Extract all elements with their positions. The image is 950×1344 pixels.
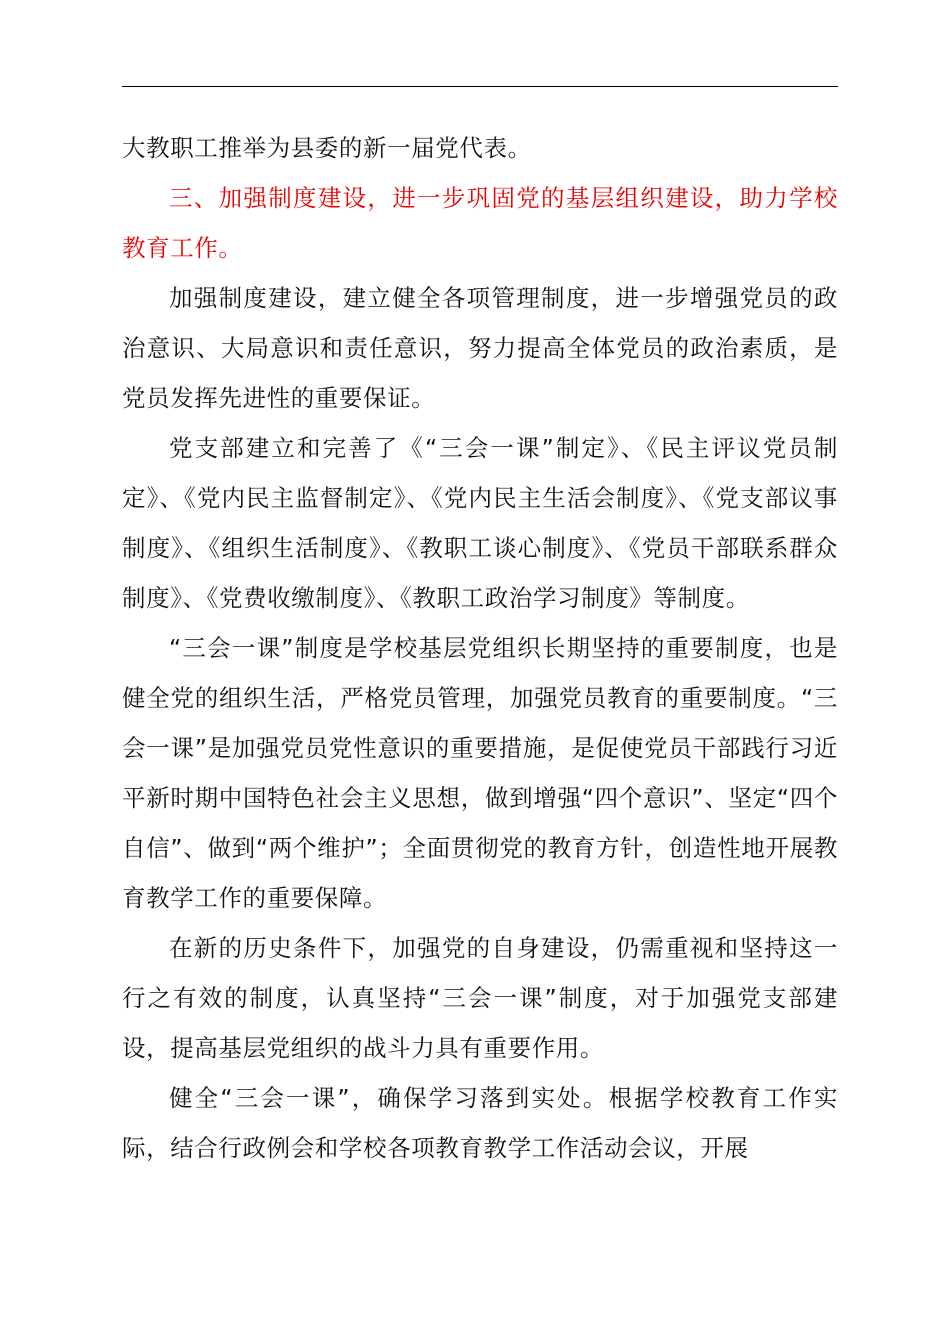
paragraph-implementation: 健全“三会一课”，确保学习落到实处。根据学校教育工作实际，结合行政例会和学校各项教育教学工作活动会议，开展 (122, 1084, 838, 1162)
paragraph-regulations-list: 党支部建立和完善了《“三会一课”制定》、《民主评议党员制定》、《党内民主监督制定》、《党内民主生活会制度》、《党支部议事制度》、《组织生活制度》、《教职工谈心制度》、《党员干部联系群众制度》、《党费收缴制度》、《教职工政治学习制度》等制度。 (122, 434, 838, 612)
section-heading-3: 三、加强制度建设，进一步巩固党的基层组织建设，助力学校教育工作。 (122, 184, 838, 262)
paragraph-three-meetings: “三会一课”制度是学校基层党组织长期坚持的重要制度，也是健全党的组织生活，严格党员管理，加强党员教育的重要制度。“三会一课”是加强党员党性意识的重要措施，是促使党员干部践行习近平新时期中国特色社会主义思想，做到增强“四个意识”、坚定“四个自信”、做到“两个维护”；全面贯彻党的教育方针，创造性地开展教育教学工作的重要保障。 (122, 634, 838, 912)
header-rule (122, 86, 838, 87)
paragraph-continuation: 大教职工推举为县委的新一届党代表。 (122, 134, 532, 162)
paragraph-system-building: 加强制度建设，建立健全各项管理制度，进一步增强党员的政治意识、大局意识和责任意识，努力提高全体党员的政治素质，是党员发挥先进性的重要保证。 (122, 284, 838, 412)
document-body (122, 123, 838, 1173)
paragraph-historical-conditions: 在新的历史条件下，加强党的自身建设，仍需重视和坚持这一行之有效的制度，认真坚持“三会一课”制度，对于加强党支部建设，提高基层党组织的战斗力具有重要作用。 (122, 934, 838, 1062)
